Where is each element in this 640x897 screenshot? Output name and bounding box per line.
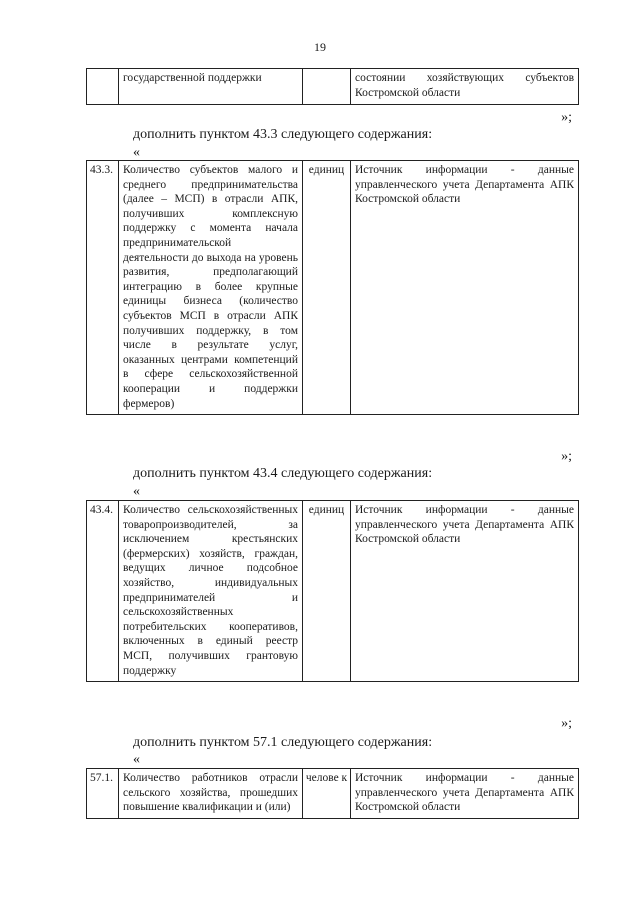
row-number-cell (87, 69, 119, 105)
table-43-4 (86, 500, 579, 682)
row-number-cell: 43.4. (87, 501, 119, 682)
unit-cell: единиц (303, 161, 351, 415)
table-43-3 (86, 160, 579, 415)
closing-quote: »; (561, 716, 572, 731)
unit-cell: единиц (303, 501, 351, 682)
table-57-1 (86, 768, 579, 819)
opening-quote: « (133, 145, 140, 160)
table-row (87, 769, 579, 819)
source-cell: Источник информации - данные управленческого учета Департамента АПК Костромской области (351, 769, 579, 819)
table-continuation (86, 68, 579, 105)
unit-cell (303, 69, 351, 105)
table-row (87, 69, 579, 105)
opening-quote: « (133, 752, 140, 767)
instruction-43-3: дополнить пунктом 43.3 следующего содержания: (133, 127, 433, 142)
description-cell: Количество сельскохозяйственных товаропроизводителей, за исключением крестьянских (фермерских) хозяйств, граждан, ведущих личное подсобное хозяйство, индивидуальных предпринимателей и сельскохозяйственных потребительских кооперативов, включенных в единый реестр МСП, получивших грантовую поддержку (119, 501, 303, 682)
unit-cell: челове к (303, 769, 351, 819)
row-number-cell: 57.1. (87, 769, 119, 819)
source-cell: состоянии хозяйствующих субъектов Костромской области (351, 69, 579, 105)
opening-quote: « (133, 484, 140, 499)
page-number: 19 (314, 40, 326, 54)
table-row (87, 501, 579, 682)
closing-quote: »; (561, 449, 572, 464)
description-cell: государственной поддержки (119, 69, 303, 105)
source-cell: Источник информации - данные управленческого учета Департамента АПК Костромской области (351, 501, 579, 682)
instruction-43-4: дополнить пунктом 43.4 следующего содержания: (133, 466, 433, 481)
table-row (87, 161, 579, 415)
instruction-57-1: дополнить пунктом 57.1 следующего содержания: (133, 735, 433, 750)
description-cell: Количество субъектов малого и среднего предпринимательства (далее – МСП) в отрасли АПК, получивших комплексную поддержку с момента начала предпринимательской деятельности до выхода на уровень развития, предполагающий интеграцию в более крупные единицы бизнеса (количество субъектов МСП в отрасли АПК получивших поддержку, в том числе в результате услуг, оказанных центрами компетенций в сфере сельскохозяйственной кооперации и поддержки фермеров) (119, 161, 303, 415)
closing-quote: »; (561, 110, 572, 125)
source-cell: Источник информации - данные управленческого учета Департамента АПК Костромской области (351, 161, 579, 415)
row-number-cell: 43.3. (87, 161, 119, 415)
description-cell: Количество работников отрасли сельского хозяйства, прошедших повышение квалификации и (или) (119, 769, 303, 819)
